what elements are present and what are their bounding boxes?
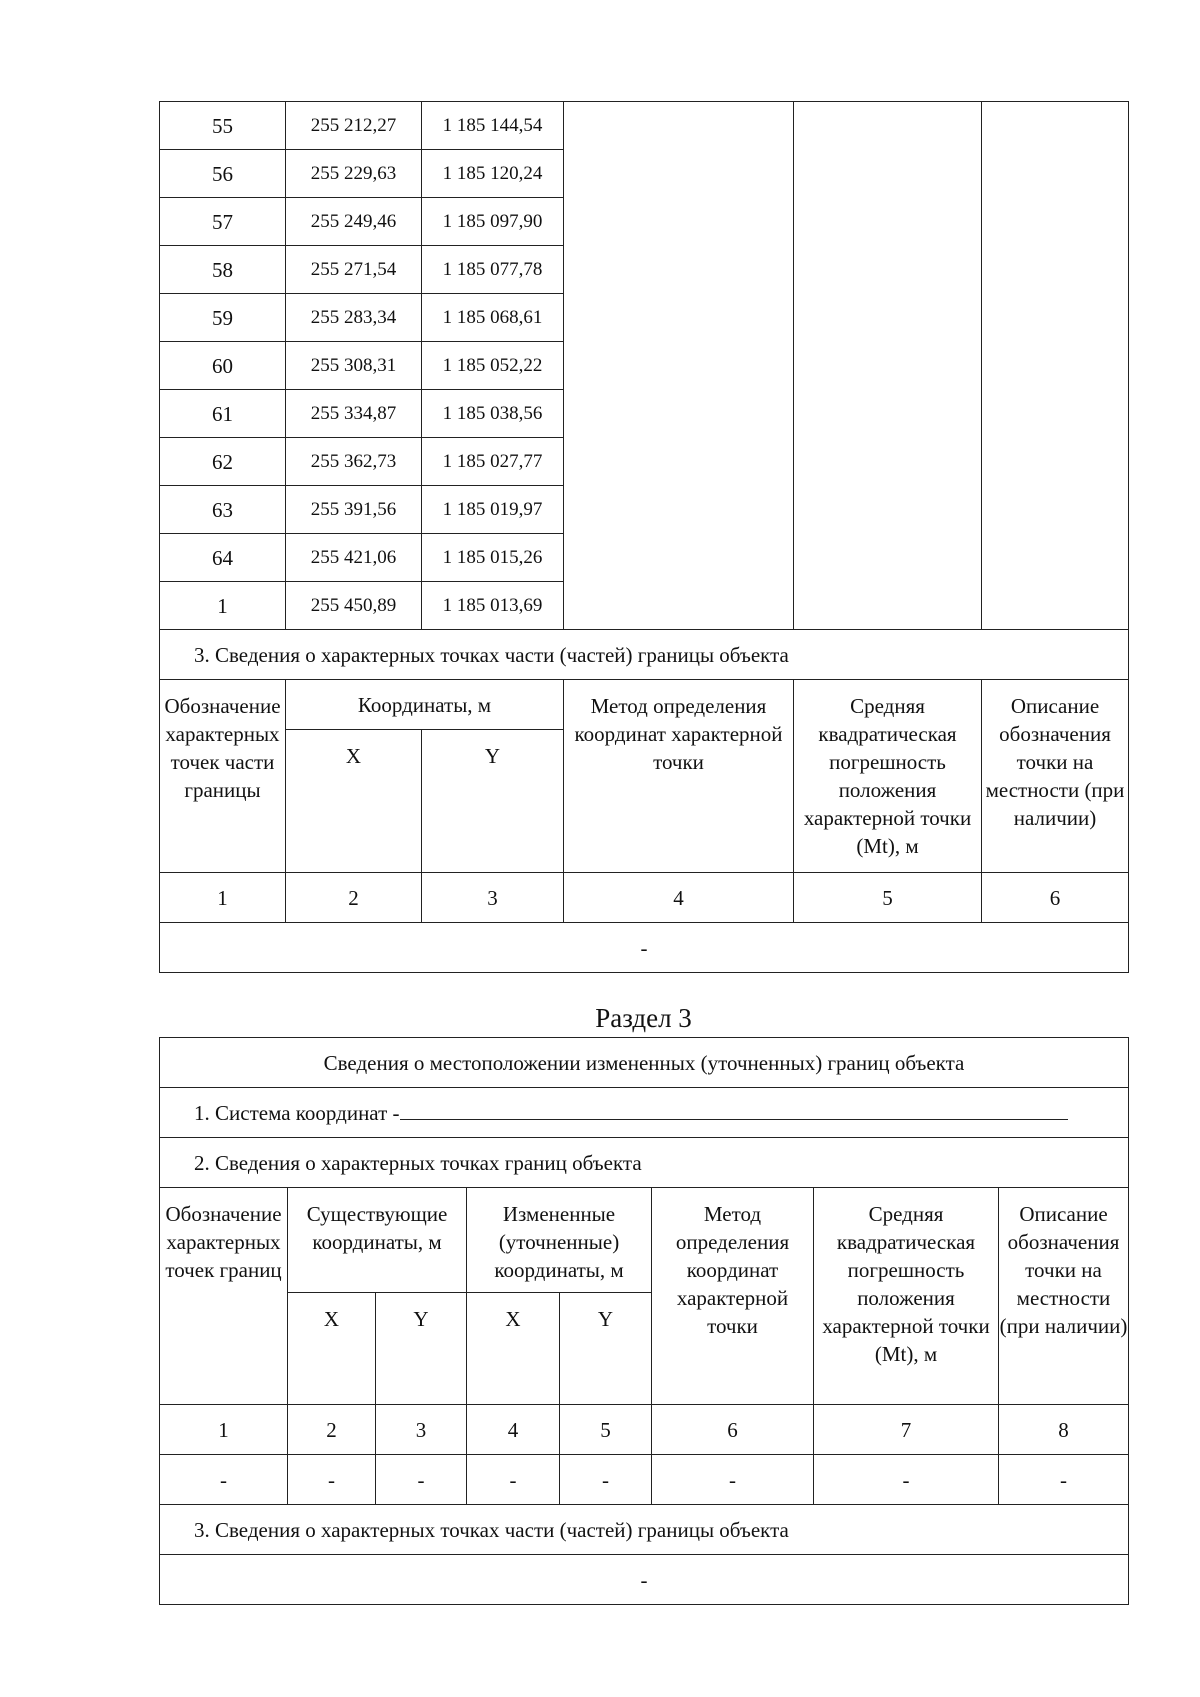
method-cell (564, 102, 794, 630)
header-error: Средняя квадратическая погрешность положения характерной точки (Mt), м (794, 680, 982, 873)
header-y-changed: Y (560, 1293, 652, 1405)
dash-cell: - (652, 1455, 814, 1505)
section-heading: 3. Сведения о характерных точках части (частей) границы объекта (160, 1505, 1129, 1555)
column-number: 5 (560, 1405, 652, 1455)
coordinate-system-label: 1. Система координат - (194, 1100, 400, 1125)
header-error: Средняя квадратическая погрешность положения характерной точки (Mt), м (814, 1188, 999, 1405)
point-number: 55 (160, 102, 286, 150)
dash-cell: - (560, 1455, 652, 1505)
header-changed-coordinates: Измененные (уточненные) координаты, м (467, 1188, 652, 1293)
points-heading: 2. Сведения о характерных точках границ объекта (160, 1138, 1129, 1188)
error-cell (794, 102, 982, 630)
column-number: 2 (286, 873, 422, 923)
point-y: 1 185 015,26 (422, 534, 564, 582)
header-y: Y (422, 730, 564, 873)
point-x: 255 212,27 (286, 102, 422, 150)
header-description: Описание обозначения точки на местности (при наличии) (999, 1188, 1129, 1405)
point-number: 1 (160, 582, 286, 630)
column-number: 1 (160, 873, 286, 923)
point-y: 1 185 052,22 (422, 342, 564, 390)
empty-row-dash: - (160, 923, 1129, 973)
point-y: 1 185 068,61 (422, 294, 564, 342)
dash-cell: - (999, 1455, 1129, 1505)
header-x-changed: X (467, 1293, 560, 1405)
point-y: 1 185 077,78 (422, 246, 564, 294)
point-x: 255 283,34 (286, 294, 422, 342)
column-numbers-row (160, 873, 1129, 923)
section-heading: 3. Сведения о характерных точках части (частей) границы объекта (160, 630, 1129, 680)
point-x: 255 308,31 (286, 342, 422, 390)
point-y: 1 185 144,54 (422, 102, 564, 150)
point-y: 1 185 019,97 (422, 486, 564, 534)
point-number: 59 (160, 294, 286, 342)
dash-cell: - (467, 1455, 560, 1505)
coordinate-system-blank (400, 1099, 1068, 1120)
column-number: 6 (982, 873, 1129, 923)
point-x: 255 334,87 (286, 390, 422, 438)
point-y: 1 185 097,90 (422, 198, 564, 246)
point-y: 1 185 120,24 (422, 150, 564, 198)
description-cell (982, 102, 1129, 630)
point-y: 1 185 038,56 (422, 390, 564, 438)
header-designation: Обозначение характерных точек части границы (160, 680, 286, 873)
header-x-existing: X (288, 1293, 376, 1405)
header-y-existing: Y (376, 1293, 467, 1405)
header-description: Описание обозначения точки на местности (при наличии) (982, 680, 1129, 873)
point-number: 62 (160, 438, 286, 486)
boundary-points-rows (160, 102, 1129, 973)
dash-cell: - (288, 1455, 376, 1505)
point-number: 63 (160, 486, 286, 534)
point-x: 255 229,63 (286, 150, 422, 198)
point-y: 1 185 027,77 (422, 438, 564, 486)
changed-boundaries-table (159, 1037, 1129, 1605)
column-number: 4 (564, 873, 794, 923)
coordinate-system (160, 1088, 1129, 1138)
point-x: 255 450,89 (286, 582, 422, 630)
dash-row (160, 1455, 1129, 1505)
point-number: 61 (160, 390, 286, 438)
point-y: 1 185 013,69 (422, 582, 564, 630)
point-x: 255 271,54 (286, 246, 422, 294)
header-x: X (286, 730, 422, 873)
point-number: 57 (160, 198, 286, 246)
point-number: 58 (160, 246, 286, 294)
section-title: Раздел 3 (595, 1003, 692, 1033)
column-number: 3 (376, 1405, 467, 1455)
empty-row-dash: - (160, 1555, 1129, 1605)
dash-cell: - (814, 1455, 999, 1505)
column-number: 5 (794, 873, 982, 923)
table-caption: Сведения о местоположении измененных (уточненных) границ объекта (160, 1038, 1129, 1088)
column-number: 1 (160, 1405, 288, 1455)
point-x: 255 249,46 (286, 198, 422, 246)
point-x: 255 391,56 (286, 486, 422, 534)
column-number: 7 (814, 1405, 999, 1455)
point-number: 60 (160, 342, 286, 390)
dash-cell: - (376, 1455, 467, 1505)
column-numbers-row (160, 1405, 1129, 1455)
header-coordinates: Координаты, м (286, 680, 564, 730)
column-number: 2 (288, 1405, 376, 1455)
column-number: 3 (422, 873, 564, 923)
point-number: 64 (160, 534, 286, 582)
boundary-points-table (159, 101, 1129, 973)
point-number: 56 (160, 150, 286, 198)
column-number: 4 (467, 1405, 560, 1455)
header-existing-coordinates: Существующие координаты, м (288, 1188, 467, 1293)
point-x: 255 362,73 (286, 438, 422, 486)
header-designation: Обозначение характерных точек границ (160, 1188, 288, 1405)
header-method: Метод определения координат характерной точки (652, 1188, 814, 1405)
point-x: 255 421,06 (286, 534, 422, 582)
column-number: 8 (999, 1405, 1129, 1455)
header-method: Метод определения координат характерной точки (564, 680, 794, 873)
dash-cell: - (160, 1455, 288, 1505)
column-number: 6 (652, 1405, 814, 1455)
table-row (160, 102, 1129, 150)
